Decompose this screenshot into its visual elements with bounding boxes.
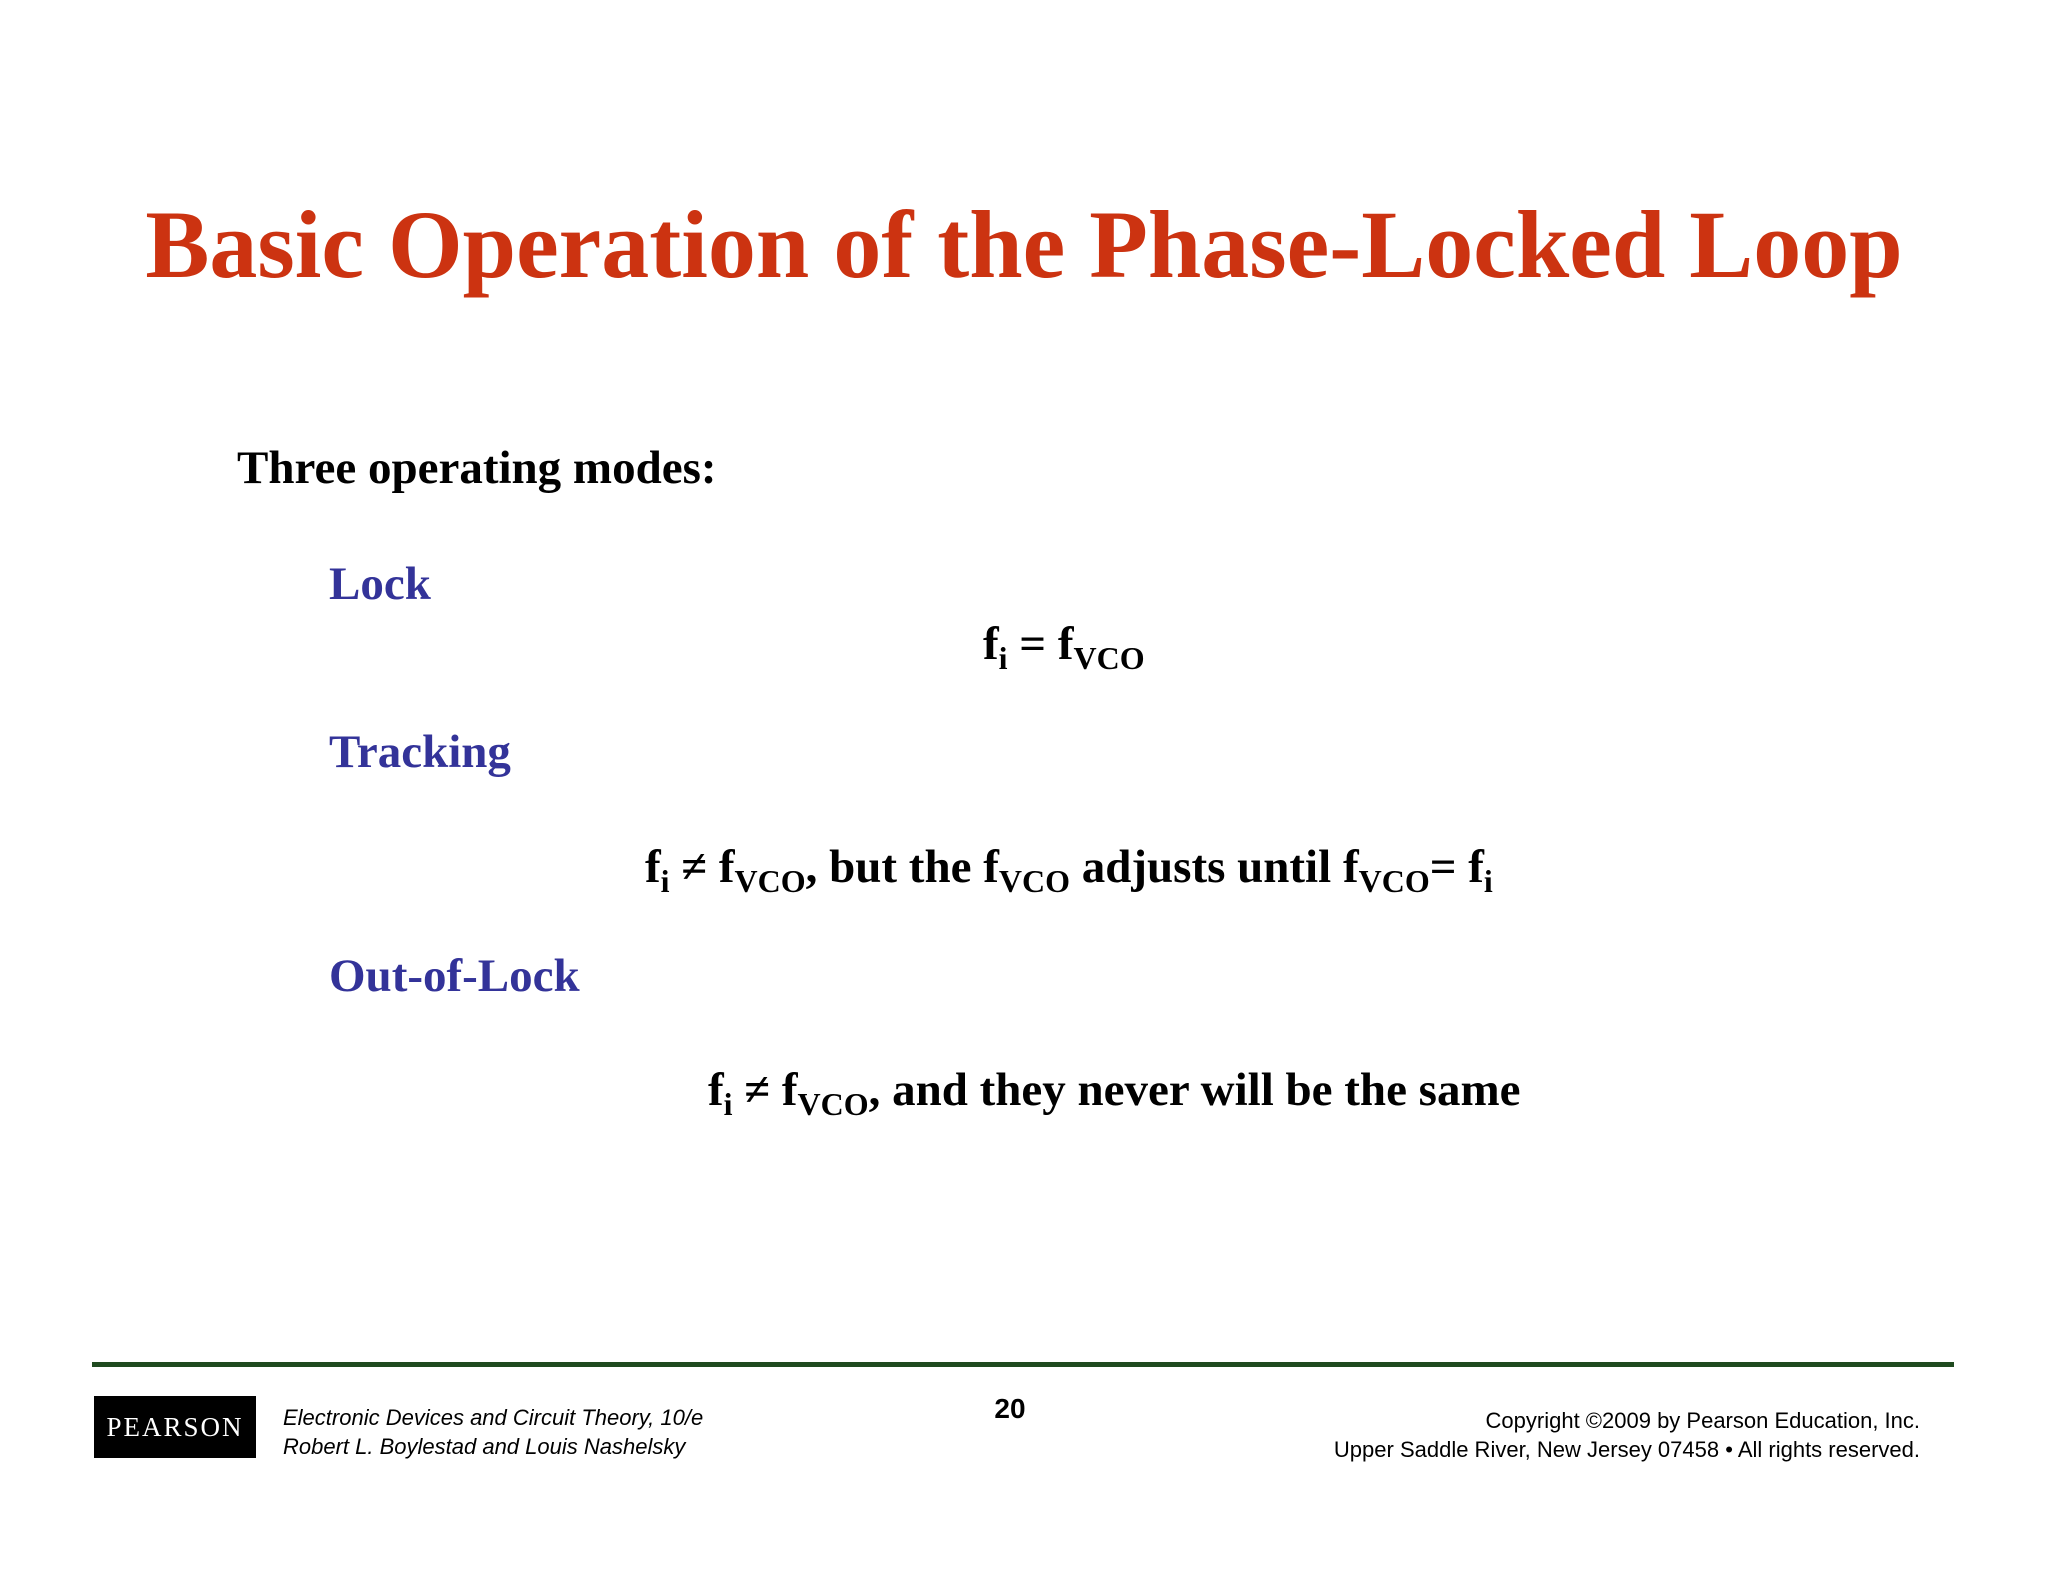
formula-tracking	[645, 837, 1493, 897]
formula-symbol: f	[1057, 618, 1074, 670]
mode-label-tracking: Tracking	[329, 726, 511, 778]
copyright	[1334, 1406, 1920, 1464]
formula-operator: =	[1429, 841, 1469, 893]
mode-label-lock: Lock	[329, 558, 431, 610]
formula-out-of-lock	[708, 1060, 1520, 1120]
copyright-line-1: Copyright ©2009 by Pearson Education, Inc.	[1485, 1408, 1920, 1433]
slide-title: Basic Operation of the Phase-Locked Loop	[145, 191, 1903, 298]
formula-text: , and they never will be the same	[868, 1064, 1521, 1116]
formula-operator: ≠	[669, 841, 719, 893]
mode-label-out-of-lock: Out-of-Lock	[329, 950, 580, 1002]
formula-symbol: f	[983, 618, 999, 670]
footer-divider	[92, 1362, 1954, 1367]
formula-symbol: f	[708, 1064, 724, 1116]
book-info	[283, 1403, 703, 1461]
intro-text: Three operating modes:	[237, 442, 717, 494]
formula-subscript: i	[660, 863, 670, 899]
formula-subscript: i	[1483, 863, 1493, 899]
formula-text: adjusts until	[1069, 841, 1343, 893]
book-title: Electronic Devices and Circuit Theory, 10/e	[283, 1405, 704, 1430]
formula-subscript: i	[998, 640, 1008, 676]
formula-subscript: VCO	[998, 863, 1070, 899]
book-authors: Robert L. Boylestad and Louis Nashelsky	[283, 1434, 686, 1459]
formula-lock	[983, 614, 1145, 674]
formula-text: , but the	[805, 841, 984, 893]
formula-operator: =	[1007, 618, 1058, 670]
formula-symbol: f	[1468, 841, 1484, 893]
formula-symbol: f	[645, 841, 661, 893]
formula-subscript: VCO	[797, 1086, 869, 1122]
formula-subscript: VCO	[1358, 863, 1430, 899]
formula-subscript: VCO	[734, 863, 806, 899]
formula-symbol: f	[781, 1064, 798, 1116]
formula-symbol: f	[1342, 841, 1359, 893]
copyright-line-2: Upper Saddle River, New Jersey 07458 • All rights reserved.	[1333, 1437, 1920, 1462]
formula-symbol: f	[983, 841, 999, 893]
formula-operator: ≠	[732, 1064, 782, 1116]
pearson-logo: PEARSON	[94, 1396, 256, 1458]
page-number: 20	[994, 1393, 1026, 1424]
formula-subscript: i	[723, 1086, 733, 1122]
formula-subscript: VCO	[1073, 640, 1145, 676]
formula-symbol: f	[718, 841, 735, 893]
